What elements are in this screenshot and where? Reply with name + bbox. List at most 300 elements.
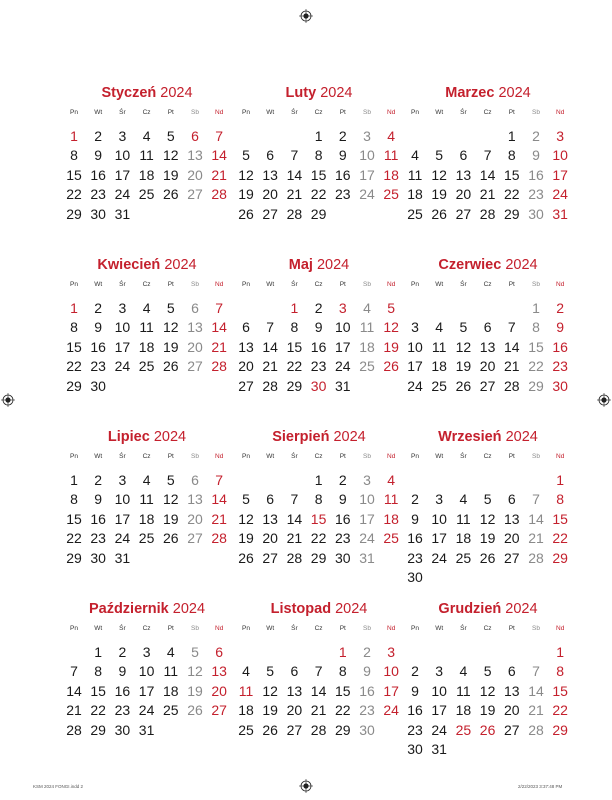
day-cell: 21	[211, 510, 227, 527]
day-cell: 15	[552, 510, 568, 527]
day-cell: 24	[431, 549, 447, 566]
month-title	[55, 256, 239, 274]
day-cell: 13	[187, 319, 203, 336]
day-cell: 5	[242, 491, 250, 508]
weekday-header-pn: Pn	[242, 281, 250, 288]
day-cell: 14	[528, 682, 544, 699]
day-cell: 1	[314, 472, 323, 488]
weekday-header-cz: Cz	[314, 109, 323, 116]
weekday-header-nd: Nd	[215, 625, 224, 632]
day-cell: 12	[187, 663, 203, 680]
day-cell: 23	[335, 186, 351, 203]
day-cell: 4	[411, 147, 419, 164]
day-cell: 22	[504, 186, 520, 203]
day-cell: 29	[66, 205, 82, 222]
day-cell: 16	[359, 682, 375, 699]
month-title	[396, 256, 580, 274]
day-cell: 2	[363, 644, 371, 660]
day-cell: 7	[532, 663, 540, 680]
month-10	[63, 600, 227, 750]
day-cell: 16	[407, 530, 423, 547]
month-11	[235, 600, 399, 750]
day-cell: 13	[238, 338, 254, 355]
month-year: 2024	[498, 85, 531, 101]
day-cell: 29	[504, 205, 520, 222]
day-cell: 9	[314, 319, 323, 336]
day-cell: 26	[431, 205, 447, 222]
day-cell: 8	[507, 147, 516, 164]
day-cell: 27	[187, 186, 203, 203]
weekday-header-pt: Pt	[339, 625, 346, 632]
month-name: Wrzesień	[438, 429, 502, 445]
day-cell: 7	[532, 491, 540, 508]
month-name: Lipiec	[107, 429, 150, 445]
day-cell: 24	[407, 377, 423, 394]
month-title	[55, 428, 239, 446]
day-cell: 29	[552, 721, 568, 738]
day-cell: 10	[114, 491, 131, 508]
day-cell: 21	[262, 358, 278, 375]
day-cell: 16	[407, 702, 423, 719]
day-cell: 8	[556, 491, 565, 508]
day-cell: 31	[114, 205, 131, 222]
weekday-header-nd: Nd	[556, 625, 565, 632]
day-cell: 1	[507, 128, 516, 144]
day-cell: 19	[455, 358, 472, 375]
day-cell: 27	[504, 721, 520, 738]
weekday-header-sb: Sb	[532, 453, 540, 460]
day-cell: 30	[310, 377, 327, 394]
day-cell: 11	[431, 338, 447, 355]
weekday-header-pt: Pt	[167, 281, 174, 288]
weekday-header-sr: Śr	[460, 453, 467, 460]
day-cell: 2	[338, 472, 347, 488]
registration-mark-left	[1, 393, 15, 407]
day-cell: 10	[138, 663, 155, 680]
weekday-header-pn: Pn	[70, 109, 78, 116]
day-cell: 4	[166, 644, 175, 660]
month-name: Maj	[288, 257, 313, 273]
day-cell: 26	[262, 721, 278, 738]
day-cell: 6	[191, 472, 199, 488]
month-name: Grudzień	[438, 601, 502, 617]
weekday-header-sb: Sb	[532, 109, 540, 116]
day-cell: 14	[66, 682, 82, 699]
day-cell: 27	[187, 358, 203, 375]
weekday-header-cz: Cz	[142, 109, 151, 116]
weekday-header-wt: Wt	[94, 625, 103, 632]
day-cell: 13	[504, 510, 520, 527]
day-cell: 4	[242, 663, 250, 680]
day-cell: 28	[211, 530, 227, 547]
weekday-header-pt: Pt	[508, 625, 515, 632]
weekday-header-sb: Sb	[363, 281, 371, 288]
day-cell: 8	[94, 663, 103, 680]
month-title	[227, 600, 411, 618]
day-cell: 11	[238, 682, 254, 699]
weekday-header-pn: Pn	[70, 625, 78, 632]
day-cell: 3	[435, 491, 444, 508]
weekday-header-sb: Sb	[532, 281, 540, 288]
day-cell: 21	[286, 530, 303, 547]
day-cell: 24	[335, 358, 351, 375]
day-cell: 30	[359, 721, 375, 738]
day-cell: 11	[163, 663, 179, 680]
day-cell: 3	[118, 300, 127, 316]
day-cell: 17	[407, 358, 423, 375]
day-cell: 16	[90, 166, 106, 183]
weekday-header-wt: Wt	[94, 453, 103, 460]
month-year: 2024	[172, 601, 206, 617]
day-cell: 17	[552, 166, 568, 183]
day-cell: 27	[238, 377, 254, 394]
day-cell: 6	[483, 319, 492, 336]
day-cell: 30	[90, 377, 106, 394]
weekday-header-pt: Pt	[167, 625, 174, 632]
weekday-header-pt: Pt	[339, 453, 346, 460]
month-name: Sierpień	[272, 429, 330, 445]
day-cell: 31	[359, 549, 375, 566]
day-cell: 10	[359, 147, 375, 164]
day-cell: 14	[310, 682, 327, 699]
day-cell: 10	[114, 319, 131, 336]
day-cell: 22	[66, 358, 82, 375]
day-cell: 11	[407, 166, 423, 183]
weekday-header-sr: Śr	[460, 281, 467, 288]
day-cell: 14	[479, 166, 496, 183]
month-title	[227, 256, 411, 274]
day-cell: 23	[90, 530, 106, 547]
day-cell: 3	[118, 472, 127, 488]
day-cell: 18	[359, 338, 375, 355]
day-cell: 24	[114, 186, 131, 203]
registration-mark-top	[299, 9, 313, 23]
month-4	[63, 256, 227, 406]
day-cell: 18	[455, 702, 472, 719]
day-cell: 24	[114, 358, 131, 375]
day-cell: 7	[70, 663, 78, 680]
day-cell: 24	[359, 530, 375, 547]
day-cell: 26	[163, 358, 179, 375]
day-cell: 22	[528, 358, 544, 375]
day-cell: 18	[431, 358, 447, 375]
weekday-header-sr: Śr	[291, 109, 298, 116]
day-cell: 16	[335, 166, 351, 183]
day-cell: 7	[290, 147, 299, 164]
day-cell: 16	[310, 338, 327, 355]
month-2	[235, 84, 399, 234]
day-cell: 29	[286, 377, 303, 394]
day-cell: 20	[504, 530, 520, 547]
day-cell: 23	[407, 549, 423, 566]
month-title	[227, 428, 411, 446]
day-cell: 1	[556, 472, 565, 488]
day-cell: 8	[70, 491, 78, 508]
day-cell: 27	[479, 377, 496, 394]
day-cell: 28	[66, 721, 82, 738]
weekday-header-cz: Cz	[483, 281, 492, 288]
weekday-header-sr: Śr	[291, 625, 298, 632]
day-cell: 10	[359, 491, 375, 508]
day-cell: 10	[407, 338, 423, 355]
day-cell: 12	[163, 319, 179, 336]
day-cell: 27	[211, 702, 227, 719]
day-cell: 11	[456, 682, 471, 699]
day-cell: 15	[66, 510, 82, 527]
month-year: 2024	[164, 257, 197, 273]
day-cell: 18	[455, 530, 472, 547]
day-cell: 9	[338, 491, 347, 508]
day-cell: 31	[431, 741, 447, 757]
day-cell: 8	[314, 491, 323, 508]
weekday-header-pn: Pn	[411, 625, 419, 632]
day-cell: 11	[139, 319, 154, 336]
day-cell: 6	[266, 147, 275, 164]
weekday-header-cz: Cz	[314, 453, 323, 460]
day-cell: 6	[191, 300, 199, 316]
month-title	[396, 84, 580, 102]
weekday-header-sb: Sb	[363, 453, 371, 460]
day-cell: 31	[552, 205, 568, 222]
day-cell: 15	[528, 338, 544, 355]
day-cell: 7	[483, 147, 492, 164]
day-cell: 21	[504, 358, 520, 375]
day-cell: 13	[286, 682, 303, 699]
month-year: 2024	[335, 601, 368, 617]
day-cell: 12	[238, 510, 254, 527]
day-cell: 27	[286, 721, 303, 738]
day-cell: 27	[262, 205, 278, 222]
weekday-header-cz: Cz	[483, 453, 492, 460]
weekday-header-sr: Śr	[460, 625, 467, 632]
day-cell: 11	[456, 510, 471, 527]
month-year: 2024	[153, 429, 187, 445]
day-cell: 25	[138, 186, 155, 203]
weekday-header-pt: Pt	[508, 281, 515, 288]
registration-mark-bottom	[299, 779, 313, 793]
weekday-header-pt: Pt	[508, 109, 515, 116]
day-cell: 8	[556, 663, 565, 680]
day-cell: 23	[90, 186, 106, 203]
day-cell: 13	[187, 147, 203, 164]
weekday-header-wt: Wt	[435, 453, 444, 460]
day-cell: 2	[411, 663, 419, 680]
month-title	[55, 84, 239, 102]
day-cell: 9	[556, 319, 565, 336]
day-cell: 5	[266, 663, 275, 680]
weekday-header-sr: Śr	[119, 453, 126, 460]
weekday-header-sb: Sb	[532, 625, 540, 632]
day-cell: 19	[238, 186, 254, 203]
day-cell: 12	[238, 166, 254, 183]
day-cell: 22	[310, 530, 327, 547]
weekday-header-wt: Wt	[266, 453, 275, 460]
weekday-header-cz: Cz	[483, 625, 492, 632]
day-cell: 11	[383, 147, 399, 164]
weekday-header-sb: Sb	[363, 109, 371, 116]
weekday-header-wt: Wt	[94, 109, 103, 116]
weekday-header-cz: Cz	[314, 281, 323, 288]
day-cell: 25	[163, 702, 179, 719]
day-cell: 17	[114, 338, 131, 355]
day-cell: 20	[211, 682, 227, 699]
day-cell: 26	[383, 358, 399, 375]
day-cell: 30	[552, 377, 568, 394]
day-cell: 17	[114, 510, 131, 527]
day-cell: 5	[166, 128, 175, 144]
day-cell: 21	[211, 338, 227, 355]
day-cell: 25	[407, 205, 423, 222]
day-cell: 18	[407, 186, 423, 203]
weekday-header-sr: Śr	[119, 625, 126, 632]
day-cell: 1	[70, 128, 78, 144]
day-cell: 23	[359, 702, 375, 719]
day-cell: 5	[166, 300, 175, 316]
month-8	[235, 428, 399, 578]
month-6	[404, 256, 568, 406]
day-cell: 1	[70, 472, 78, 488]
day-cell: 2	[532, 128, 540, 144]
day-cell: 4	[435, 319, 444, 336]
day-cell: 16	[552, 338, 568, 355]
day-cell: 26	[479, 721, 496, 738]
day-cell: 16	[114, 682, 131, 699]
day-cell: 25	[238, 721, 254, 738]
day-cell: 1	[532, 300, 540, 316]
day-cell: 9	[94, 319, 103, 336]
day-cell: 5	[435, 147, 444, 164]
day-cell: 20	[187, 166, 203, 183]
day-cell: 13	[455, 166, 472, 183]
month-name: Marzec	[445, 85, 495, 101]
day-cell: 21	[211, 166, 227, 183]
day-cell: 11	[139, 147, 154, 164]
day-cell: 30	[90, 205, 106, 222]
weekday-header-nd: Nd	[215, 453, 224, 460]
day-cell: 7	[215, 300, 224, 316]
day-cell: 29	[90, 721, 106, 738]
day-cell: 28	[528, 549, 544, 566]
day-cell: 26	[455, 377, 472, 394]
weekday-header-cz: Cz	[314, 625, 323, 632]
day-cell: 4	[142, 472, 151, 488]
day-cell: 3	[118, 128, 127, 144]
day-cell: 24	[114, 530, 131, 547]
day-cell: 6	[191, 128, 199, 144]
day-cell: 19	[238, 530, 254, 547]
day-cell: 18	[383, 510, 399, 527]
day-cell: 12	[163, 491, 179, 508]
day-cell: 23	[114, 702, 131, 719]
day-cell: 3	[142, 644, 151, 660]
weekday-header-pt: Pt	[167, 453, 174, 460]
day-cell: 19	[383, 338, 399, 355]
day-cell: 17	[359, 166, 375, 183]
weekday-header-pt: Pt	[167, 109, 174, 116]
day-cell: 24	[383, 702, 399, 719]
day-cell: 1	[338, 644, 347, 660]
day-cell: 9	[532, 147, 540, 164]
month-7	[63, 428, 227, 578]
day-cell: 22	[286, 358, 303, 375]
day-cell: 14	[286, 510, 303, 527]
month-title	[396, 428, 580, 446]
day-cell: 18	[138, 166, 155, 183]
day-cell: 11	[359, 319, 375, 336]
day-cell: 17	[431, 530, 447, 547]
month-title	[396, 600, 580, 618]
weekday-header-sb: Sb	[363, 625, 371, 632]
month-5	[235, 256, 399, 406]
day-cell: 13	[504, 682, 520, 699]
day-cell: 4	[459, 663, 468, 680]
day-cell: 10	[114, 147, 131, 164]
day-cell: 19	[163, 338, 179, 355]
day-cell: 28	[211, 358, 227, 375]
day-cell: 1	[94, 644, 103, 660]
day-cell: 20	[455, 186, 472, 203]
day-cell: 20	[262, 530, 278, 547]
weekday-header-nd: Nd	[387, 281, 396, 288]
day-cell: 21	[528, 530, 544, 547]
day-cell: 14	[504, 338, 520, 355]
day-cell: 12	[479, 510, 496, 527]
day-cell: 2	[118, 644, 127, 660]
weekday-header-pn: Pn	[70, 453, 78, 460]
day-cell: 8	[532, 319, 540, 336]
day-cell: 7	[266, 319, 275, 336]
day-cell: 20	[187, 338, 203, 355]
weekday-header-nd: Nd	[387, 109, 396, 116]
day-cell: 19	[479, 530, 496, 547]
day-cell: 25	[359, 358, 375, 375]
day-cell: 4	[142, 128, 151, 144]
weekday-header-pn: Pn	[242, 625, 250, 632]
day-cell: 15	[66, 166, 82, 183]
month-12	[404, 600, 568, 757]
day-cell: 14	[528, 510, 544, 527]
weekday-header-pn: Pn	[242, 109, 250, 116]
day-cell: 28	[504, 377, 520, 394]
day-cell: 28	[528, 721, 544, 738]
weekday-header-nd: Nd	[556, 453, 565, 460]
weekday-header-wt: Wt	[435, 109, 444, 116]
day-cell: 9	[118, 663, 127, 680]
day-cell: 14	[211, 147, 227, 164]
weekday-header-nd: Nd	[215, 281, 224, 288]
weekday-header-wt: Wt	[266, 625, 275, 632]
weekday-header-sr: Śr	[119, 281, 126, 288]
day-cell: 9	[94, 491, 103, 508]
weekday-header-sb: Sb	[191, 453, 199, 460]
day-cell: 26	[163, 186, 179, 203]
day-cell: 12	[455, 338, 472, 355]
day-cell: 22	[310, 186, 327, 203]
day-cell: 30	[407, 741, 423, 757]
day-cell: 23	[407, 721, 423, 738]
weekday-header-nd: Nd	[215, 109, 224, 116]
day-cell: 25	[431, 377, 447, 394]
weekday-header-wt: Wt	[266, 281, 275, 288]
day-cell: 28	[262, 377, 278, 394]
day-cell: 9	[411, 682, 419, 699]
weekday-header-sr: Śr	[460, 109, 467, 116]
day-cell: 14	[211, 491, 227, 508]
day-cell: 31	[114, 549, 131, 566]
day-cell: 3	[435, 663, 444, 680]
day-cell: 31	[138, 721, 155, 738]
day-cell: 24	[138, 702, 155, 719]
